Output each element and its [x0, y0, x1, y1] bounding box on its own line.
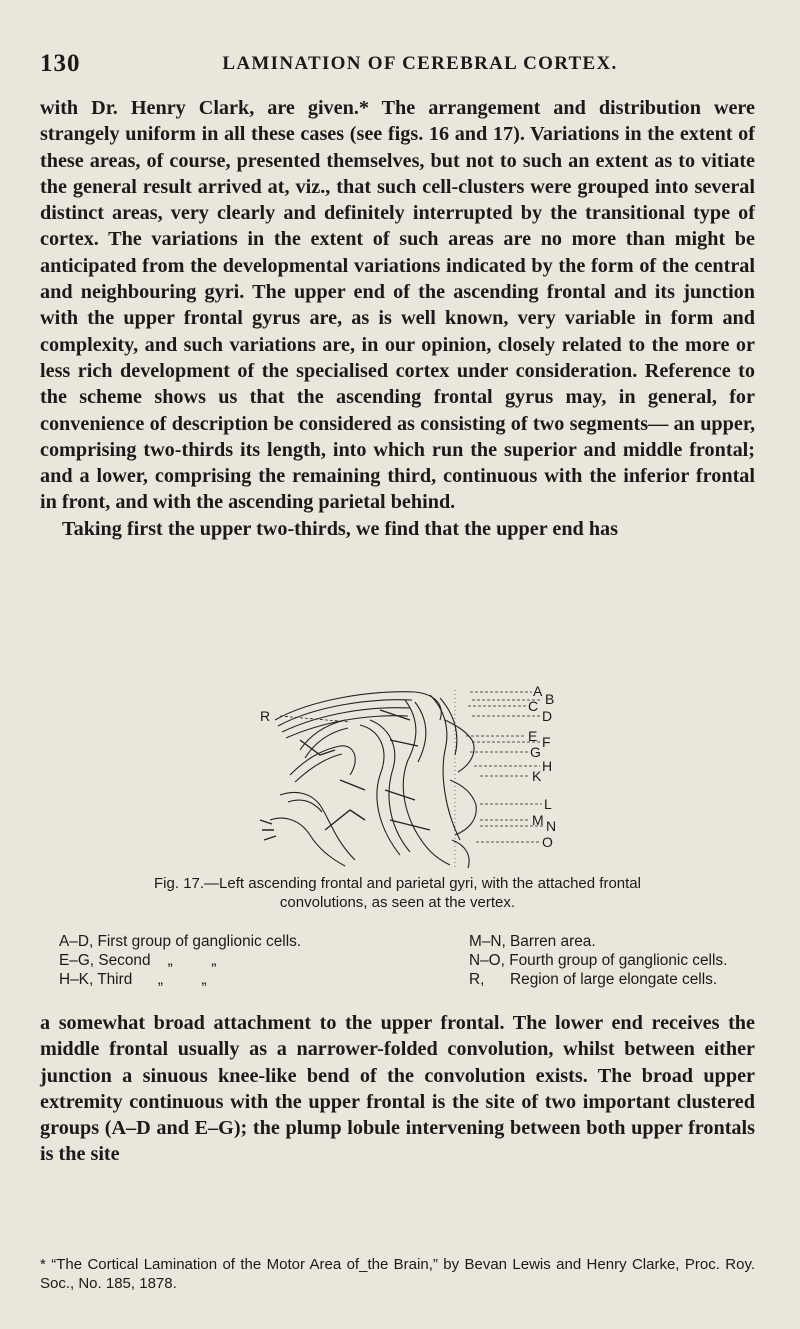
legend-row: [59, 951, 759, 970]
caption-line-2: convolutions, as seen at the vertex.: [279, 894, 516, 911]
paragraph-3: a somewhat broad attachment to the upper frontal. The lower end receives the middle frontal usually as a narrower-folded convolution, whilst between either junction a sinuous knee-like bend of the convolution exists. The broad upper extremity continuous with the upper frontal is the site of two important clustered groups (A–D and E–G); the plump lobule intervening between both upper frontals is the site: [40, 1012, 755, 1166]
label-leaders: [280, 692, 544, 842]
label-F: F: [542, 734, 551, 750]
label-E: E: [528, 728, 538, 744]
label-C: C: [528, 698, 539, 714]
gyri-drawing: [240, 680, 610, 875]
label-M: M: [532, 812, 544, 828]
legend-row: [59, 970, 759, 989]
page-header: [40, 50, 760, 80]
figure-legend: [59, 932, 759, 989]
label-B: B: [545, 691, 555, 707]
body-paragraph-bottom: [40, 1010, 755, 1168]
body-paragraph-top: [40, 95, 755, 542]
caption-line-1: Fig. 17.—Left ascending frontal and parietal gyri, with the attached frontal: [154, 875, 641, 892]
label-D: D: [542, 708, 553, 724]
paragraph-1: with Dr. Henry Clark, are given.* The arrangement and distribution were strangely uniform in all these cases (see figs. 16 and 17). Variations in the extent of these areas, of course, presented themselves, but not to such an extent as to vitiate the general result arrived at, viz., that such cell-clusters were grouped into several distinct areas, very clearly and definitely interrupted by the transitional type of cortex. The variations in the extent of such areas are no more than might be anticipated from the developmental variations indicated by the form of the central and neighbouring gyri. The upper end of the ascending frontal and its junction with the upper frontal gyrus are, as is well known, very variable in form and complexity, and such variations are, in our opinion, closely related to the more or less rich development of the specialised cortex under consideration. Reference to the scheme shows us that the ascending frontal gyrus may, in general, for convenience of description be considered as consisting of two segments— an upper, comprising two-thirds its length, into which run the superior and middle frontal; and a lower, comprising the remaining third, continuous with the inferior frontal in front, and with the ascending parietal behind.: [40, 97, 755, 514]
legend-entry: M–N, Barren area.: [469, 933, 596, 950]
figure-17-illustration: [240, 680, 610, 875]
legend-entry: E–G, Second „ „: [59, 952, 217, 969]
footnote: * “The Cortical Lamination of the Motor Area of_the Brain,” by Bevan Lewis and Henry Clarke, Proc. Roy. Soc., No. 185, 1878.: [40, 1256, 755, 1292]
page-number: 130: [40, 50, 81, 77]
label-A: A: [533, 683, 543, 699]
label-L: L: [544, 796, 552, 812]
figure-caption: [40, 874, 755, 912]
paragraph-2: Taking first the upper two-thirds, we find that the upper end has: [62, 517, 618, 540]
label-H: H: [542, 758, 553, 774]
label-N: N: [546, 818, 557, 834]
label-K: K: [532, 768, 542, 784]
label-O: O: [542, 834, 553, 850]
legend-entry: H–K, Third „ „: [59, 971, 207, 988]
legend-row: [59, 932, 759, 951]
running-head: LAMINATION OF CEREBRAL CORTEX.: [222, 53, 618, 74]
legend-entry: N–O, Fourth group of ganglionic cells.: [469, 952, 728, 969]
legend-entry: R, Region of large elongate cells.: [469, 971, 718, 988]
label-R: R: [260, 708, 271, 724]
label-G: G: [530, 744, 541, 760]
legend-entry: A–D, First group of ganglionic cells.: [59, 933, 302, 950]
